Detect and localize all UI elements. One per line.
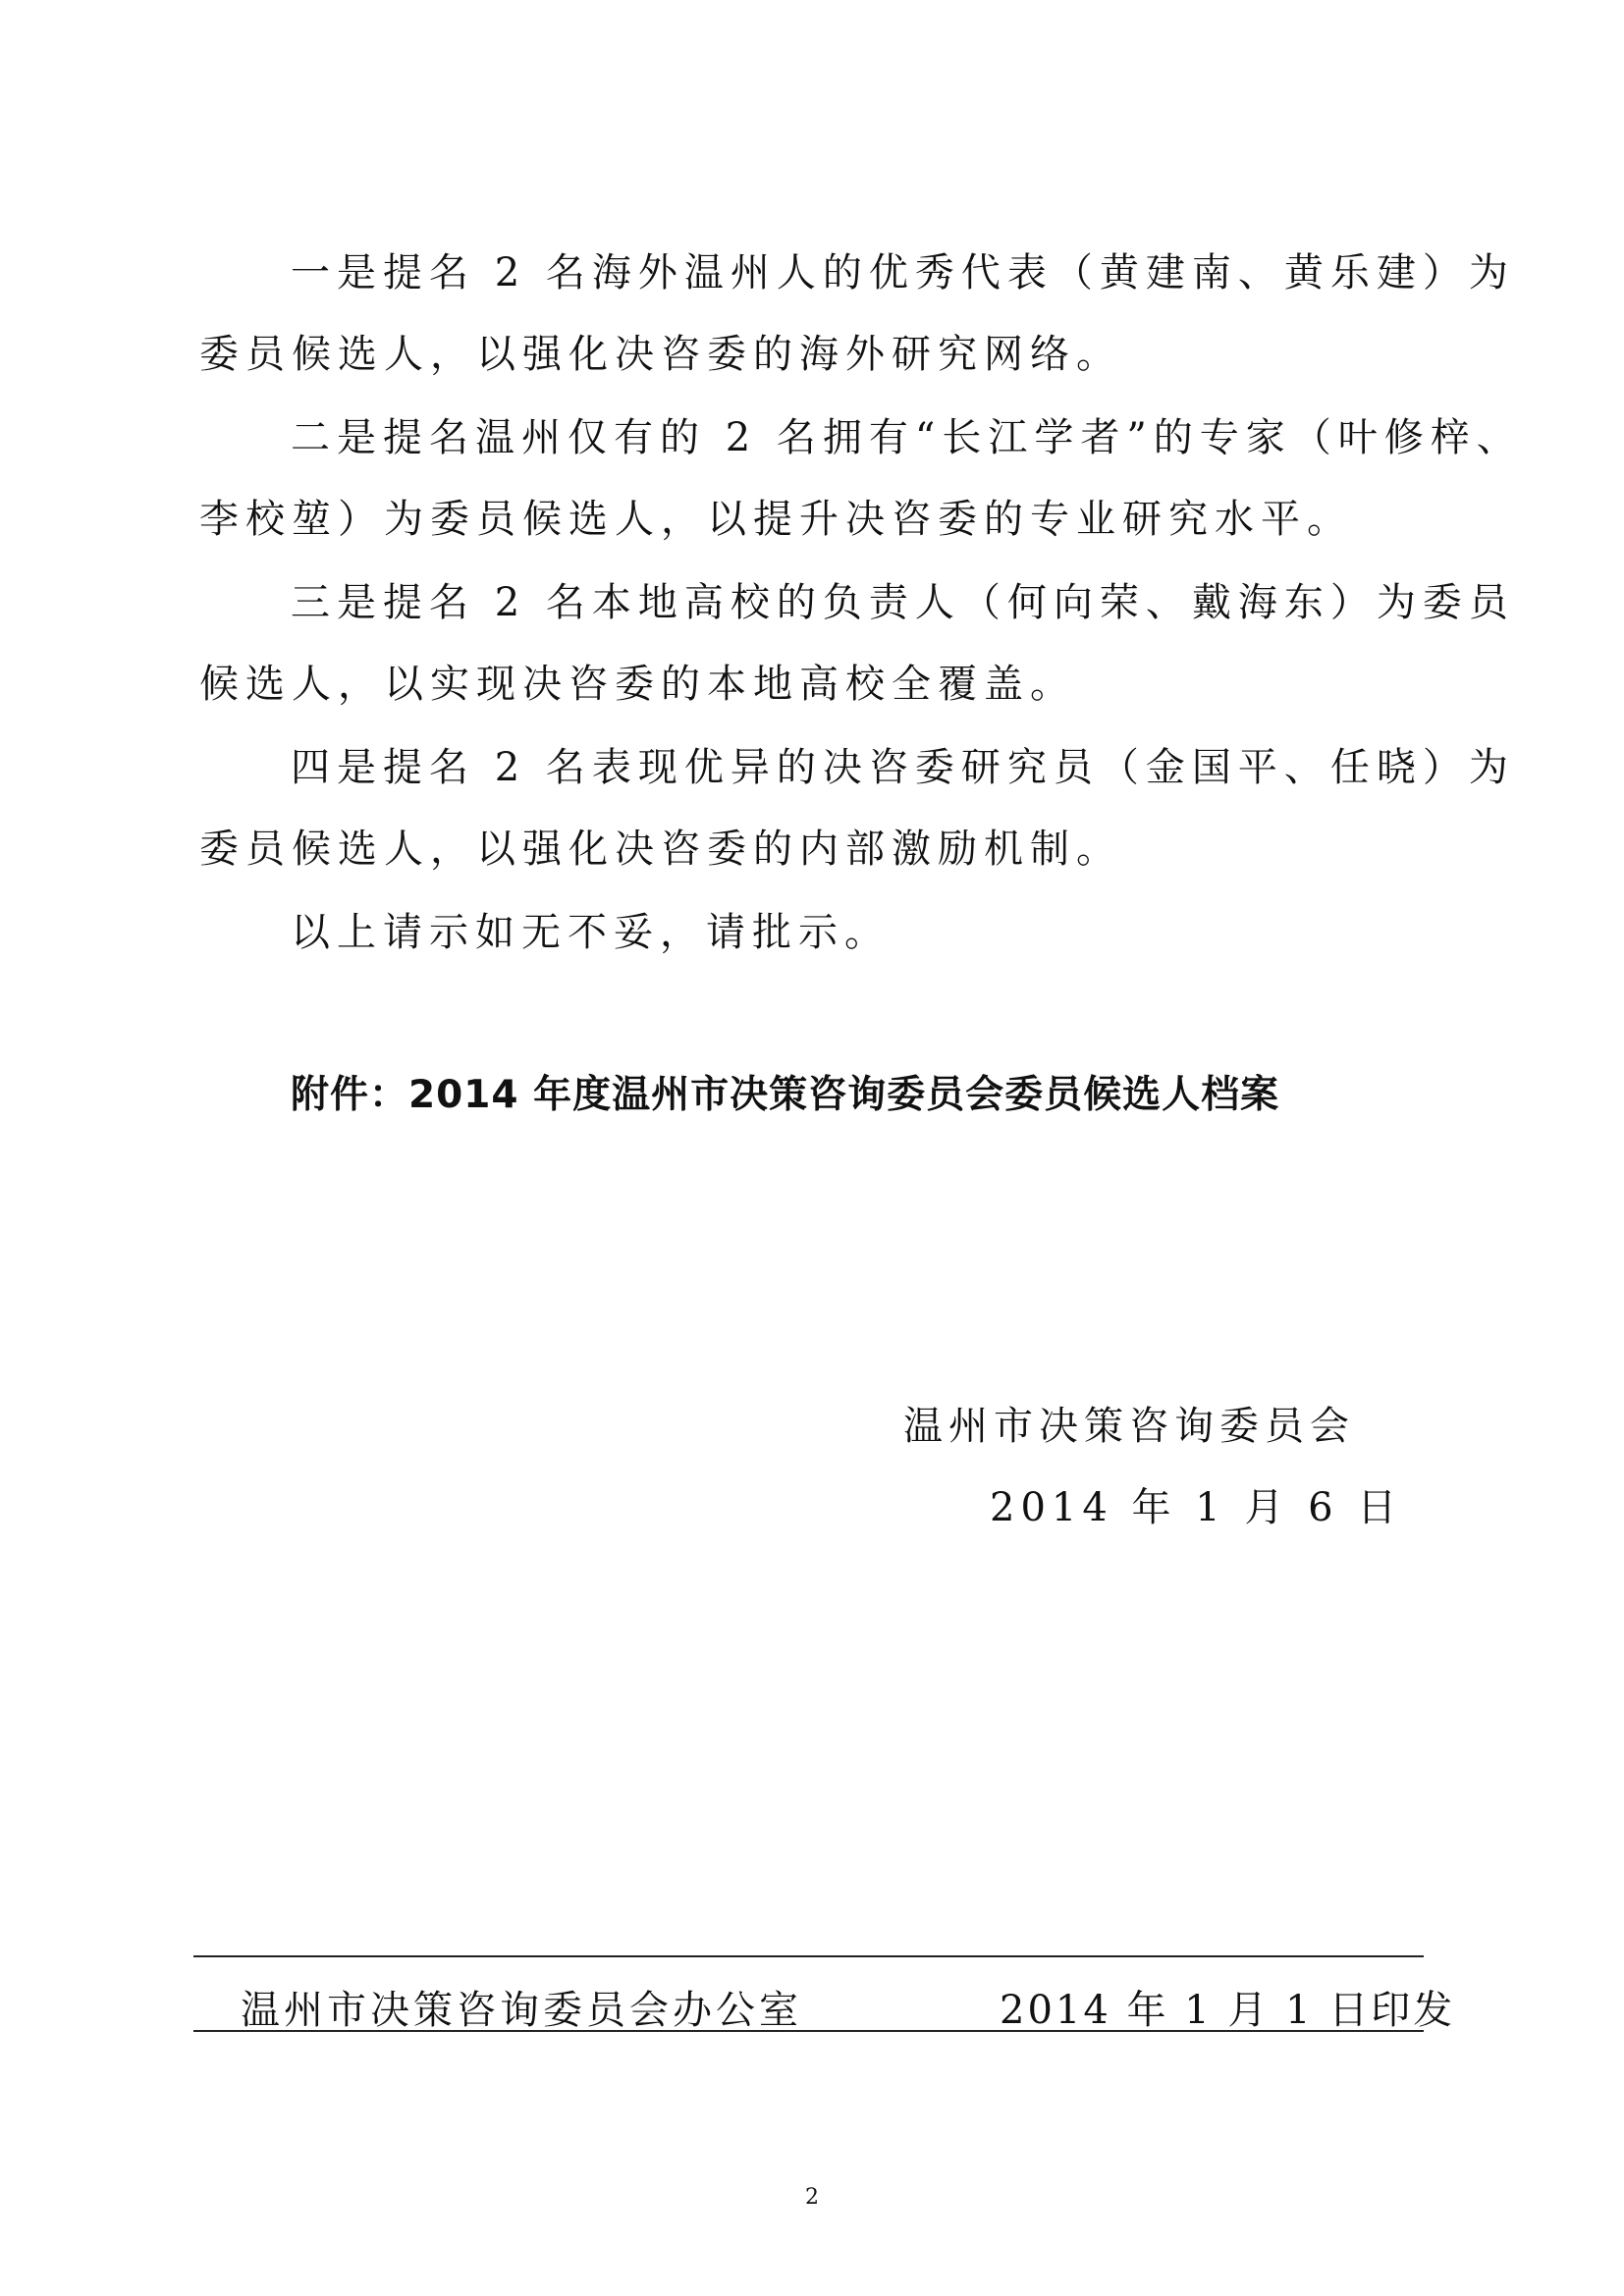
attachment-line: 附件：2014 年度温州市决策咨询委员会委员候选人档案: [291, 1073, 1280, 1117]
paragraph-1-line-1: 一是提名 2 名海外温州人的优秀代表（黄建南、黄乐建）为: [291, 250, 1515, 295]
paragraph-2-line-2: 李校堃）为委员候选人，以提升决咨委的专业研究水平。: [199, 497, 1353, 542]
footer-issued-date: 2014 年 1 月 1 日印发: [1000, 1988, 1456, 2033]
signature-date: 2014 年 1 月 6 日: [990, 1485, 1403, 1530]
paragraph-4-line-2: 委员候选人，以强化决咨委的内部激励机制。: [199, 827, 1122, 872]
paragraph-3-line-2: 候选人，以实现决咨委的本地高校全覆盖。: [199, 662, 1076, 707]
closing-request: 以上请示如无不妥，请批示。: [291, 910, 891, 955]
footer-bottom-rule: [193, 2030, 1424, 2032]
paragraph-3-line-1: 三是提名 2 名本地高校的负责人（何向荣、戴海东）为委员: [291, 580, 1515, 625]
page-number: 2: [805, 2185, 819, 2210]
footer-top-rule: [193, 1955, 1424, 1957]
paragraph-2-line-1: 二是提名温州仅有的 2 名拥有“长江学者”的专家（叶修梓、: [291, 415, 1523, 460]
signature-organization: 温州市决策咨询委员会: [903, 1404, 1355, 1449]
paragraph-1-line-2: 委员候选人，以强化决咨委的海外研究网络。: [199, 332, 1122, 377]
paragraph-4-line-1: 四是提名 2 名表现优异的决咨委研究员（金国平、任晓）为: [291, 745, 1515, 790]
footer-office: 温州市决策咨询委员会办公室: [241, 1988, 802, 2033]
